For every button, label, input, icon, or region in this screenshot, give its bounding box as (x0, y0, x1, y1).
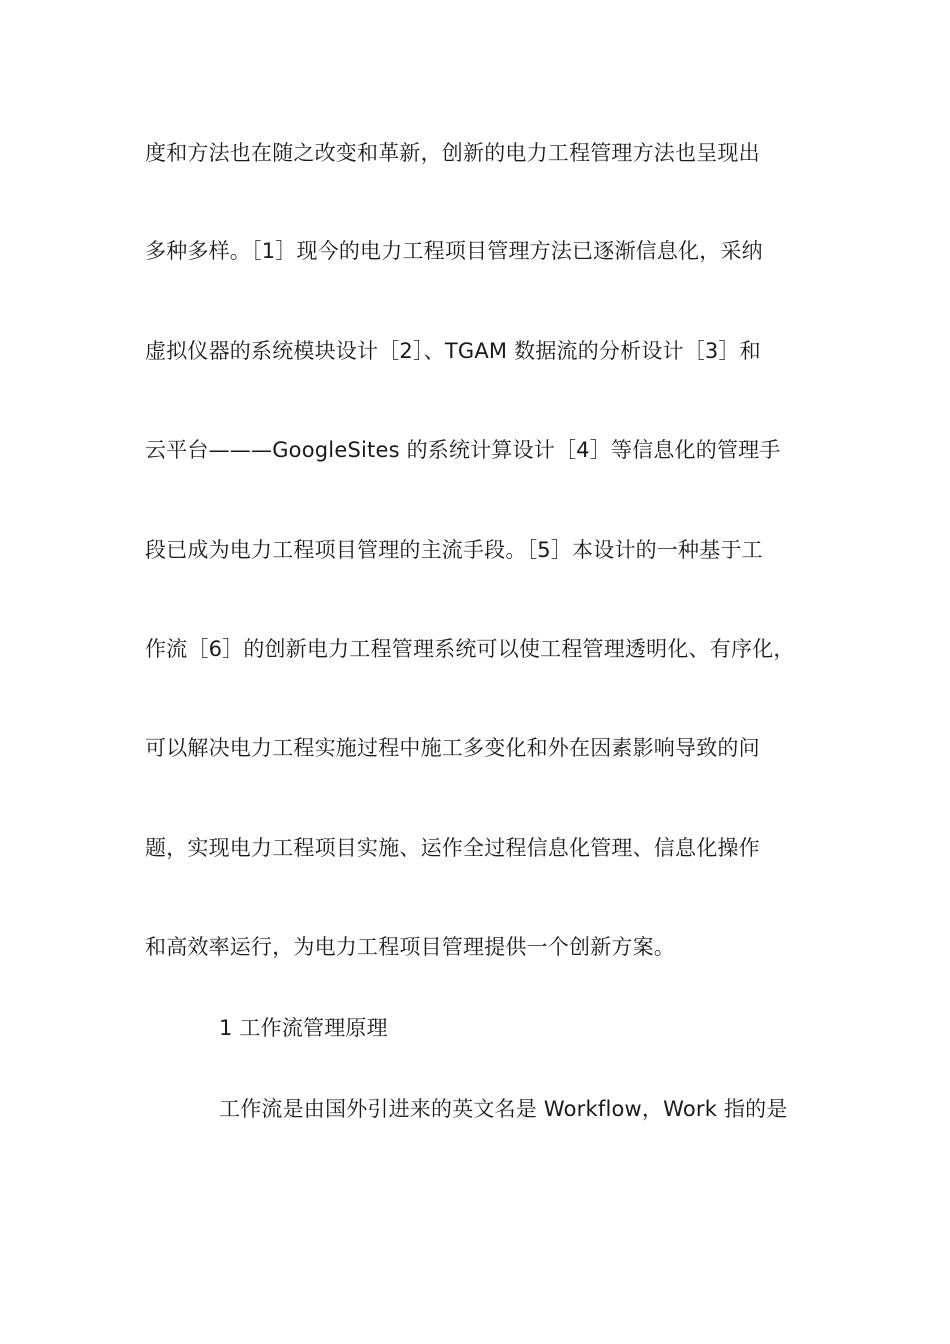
section-heading: 1 工作流管理原理 (219, 1016, 388, 1040)
paragraph-line: 多种多样。［1］现今的电力工程项目管理方法已逐渐信息化，采纳 (145, 239, 763, 263)
paragraph-line: 题，实现电力工程项目实施、运作全过程信息化管理、信息化操作 (145, 836, 760, 860)
paragraph-line: 和高效率运行，为电力工程项目管理提供一个创新方案。 (145, 935, 675, 959)
paragraph-line: 段已成为电力工程项目管理的主流手段。［5］本设计的一种基于工 (145, 538, 763, 562)
paragraph-line: 作流［6］的创新电力工程管理系统可以使工程管理透明化、有序化， (145, 637, 795, 661)
paragraph-line: 工作流是由国外引进来的英文名是 Workflow，Work 指的是 (219, 1097, 788, 1121)
paragraph-line: 云平台———GoogleSites 的系统计算设计［4］等信息化的管理手 (145, 438, 781, 462)
paragraph-line: 虚拟仪器的系统模块设计［2］、TGAM 数据流的分析设计［3］和 (145, 339, 761, 363)
paragraph-line: 度和方法也在随之改变和革新，创新的电力工程管理方法也呈现出 (145, 141, 760, 165)
paragraph-line: 可以解决电力工程实施过程中施工多变化和外在因素影响导致的问 (145, 736, 760, 760)
